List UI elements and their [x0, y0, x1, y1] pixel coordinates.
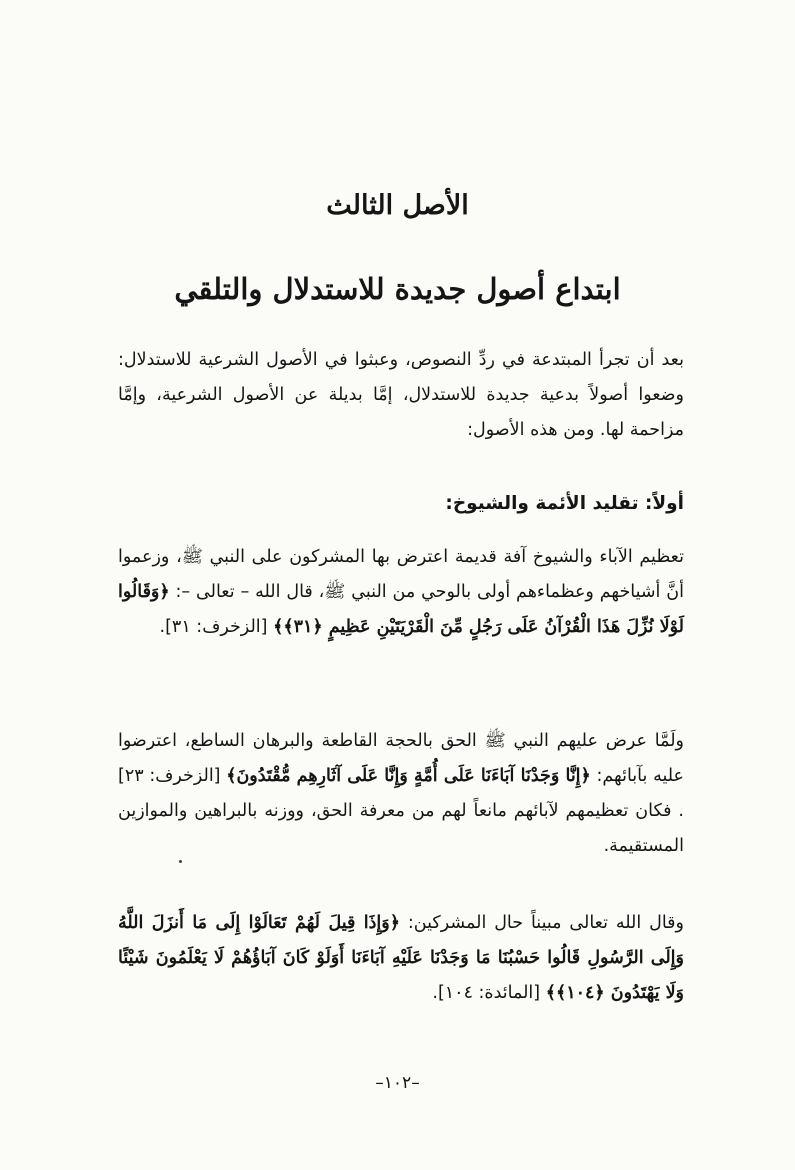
section-heading: أولاً: تقليد الأئمة والشيوخ:	[445, 493, 684, 514]
paragraph-maidah	[118, 906, 684, 1011]
scan-speck	[179, 860, 182, 863]
paragraph-text: تعظيم الآباء والشيوخ آفة قديمة اعترض بها المشركون على النبي ﷺ، وزعموا أنَّ أشياخهم وعظماءهم أولى بالوحي من النبي ﷺ، قال الله – تعالى –:	[118, 547, 684, 602]
quran-verse: ﴿وَإِذَا قِيلَ لَهُمْ تَعَالَوْا إِلَى مَا أَنزَلَ اللَّهُ وَإِلَى الرَّسُولِ قَالُوا حَسْبُنَا مَا وَجَدْنَا عَلَيْهِ آبَاءَنَا أَوَلَوْ كَانَ آبَاؤُهُمْ لَا يَعْلَمُونَ شَيْئًا وَلَا يَهْتَدُونَ ﴿١٠٤﴾﴾	[118, 913, 684, 1003]
verse-reference: [المائدة: ١٠٤].	[432, 983, 541, 1003]
paragraph-text-after: . فكان تعظيمهم لآبائهم مانعاً لهم من معرفة الحق، ووزنه بالبراهين والموازين المستقيمة.	[118, 801, 684, 856]
quran-verse: ﴿وَقَالُوا لَوْلَا نُزِّلَ هَذَا الْقُرْآنُ عَلَى رَجُلٍ مِّنَ الْقَرْيَتَيْنِ عَظِيمٍ ﴿٣١﴾﴾	[118, 582, 684, 637]
verse-reference: [الزخرف: ٢٣]	[118, 766, 221, 786]
paragraph-objection	[118, 724, 684, 864]
chapter-title: الأصل الثالث	[326, 190, 469, 221]
quran-verse: ﴿إِنَّا وَجَدْنَا آبَاءَنَا عَلَى أُمَّةٍ وَإِنَّا عَلَى آثَارِهِم مُّقْتَدُونَ﴾	[226, 766, 591, 786]
verse-reference: [الزخرف: ٣١].	[159, 617, 268, 637]
paragraph-text: ولَمَّا عرض عليهم النبي ﷺ الحق بالحجة القاطعة والبرهان الساطع، اعترضوا عليه بآبائهم:	[118, 731, 684, 786]
paragraph-text: وقال الله تعالى مبيناً حال المشركين:	[400, 913, 684, 933]
chapter-subtitle: ابتداع أصول جديدة للاستدلال والتلقي	[174, 272, 621, 306]
intro-paragraph: بعد أن تجرأ المبتدعة في ردِّ النصوص، وعبثوا في الأصول الشرعية للاستدلال: وضعوا أصولاً بدعية جديدة للاستدلال، إمَّا بديلة عن الأصول الشرعية، وإمَّا مزاحمة لها. ومن هذه الأصول:	[118, 350, 684, 440]
paragraph-fathers	[118, 540, 684, 645]
page-number: –١٠٢–	[375, 1073, 420, 1093]
